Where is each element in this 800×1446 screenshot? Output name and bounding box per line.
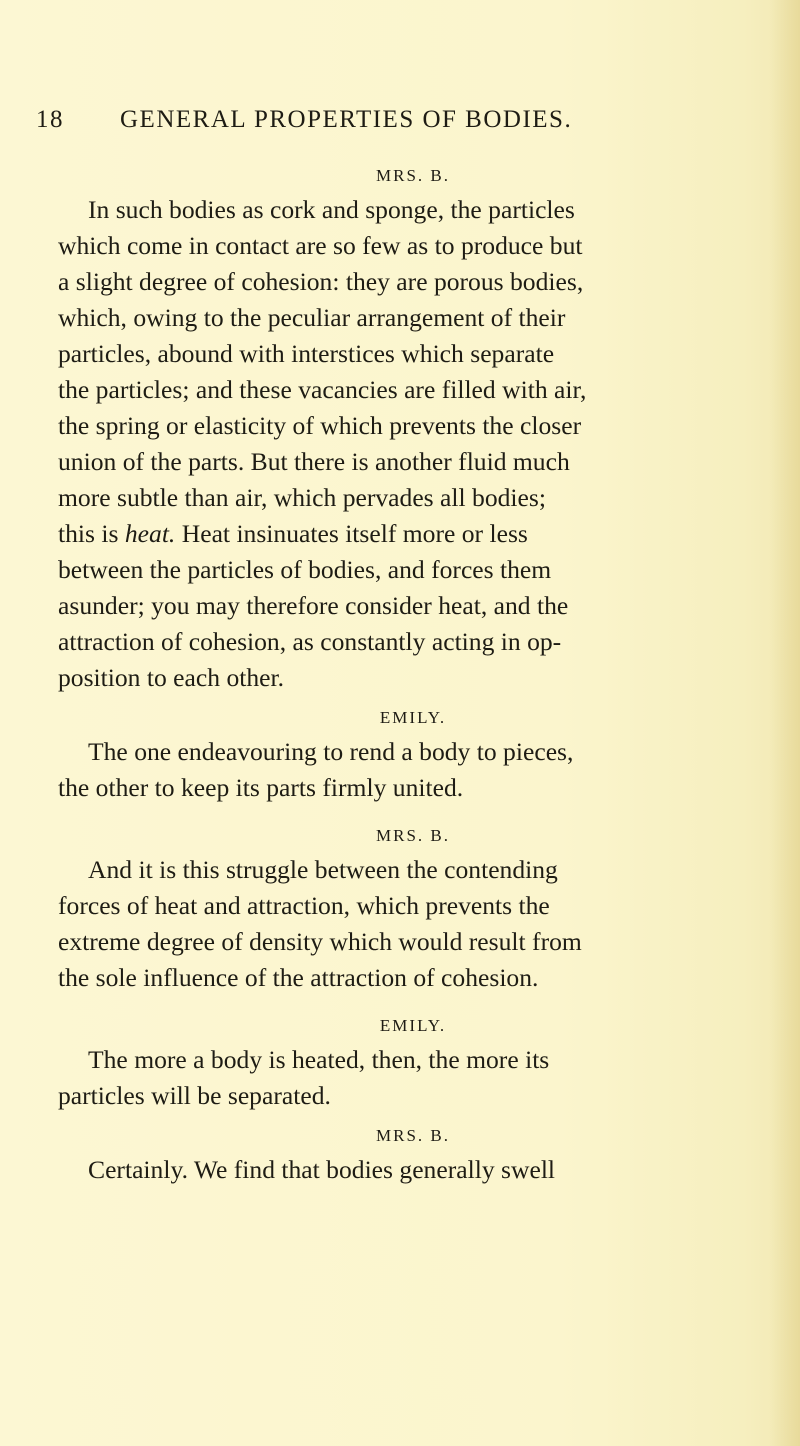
text-line: And it is this struggle between the contending bbox=[88, 855, 558, 884]
text-line: a slight degree of cohesion: they are porous bodies, bbox=[58, 267, 584, 296]
text-segment: this is bbox=[58, 519, 125, 548]
italic-word-heat: heat. bbox=[124, 519, 176, 548]
speaker-label: EMILY. bbox=[379, 708, 447, 727]
text-line: which, owing to the peculiar arrangement of their bbox=[58, 303, 566, 332]
body-text bbox=[58, 160, 758, 1188]
text-line: between the particles of bodies, and forces them bbox=[58, 555, 552, 584]
text-line: extreme degree of density which would result from bbox=[58, 927, 582, 956]
text-line: the particles; and these vacancies are filled with air, bbox=[58, 375, 587, 404]
text-line: which come in contact are so few as to produce but bbox=[58, 231, 583, 260]
text-line: In such bodies as cork and sponge, the particles bbox=[88, 195, 575, 224]
speaker-label: MRS. B. bbox=[376, 1126, 450, 1145]
text-line: attraction of cohesion, as constantly acting in op- bbox=[58, 627, 562, 656]
text-line: the sole influence of the attraction of cohesion. bbox=[58, 963, 539, 992]
speaker-label: MRS. B. bbox=[376, 166, 450, 185]
text-line: position to each other. bbox=[58, 663, 285, 692]
text-line: particles will be separated. bbox=[58, 1081, 331, 1110]
text-line: asunder; you may therefore consider heat, and the bbox=[58, 591, 569, 620]
text-line: Certainly. We find that bodies generally swell bbox=[88, 1155, 556, 1184]
text-line: The one endeavouring to rend a body to pieces, bbox=[88, 737, 574, 766]
speaker-label: MRS. B. bbox=[376, 826, 450, 845]
page-edge-shadow bbox=[770, 0, 800, 1446]
text-line: union of the parts. But there is another fluid much bbox=[58, 447, 570, 476]
speaker-label: EMILY. bbox=[379, 1016, 447, 1035]
page-header bbox=[36, 106, 736, 146]
text-line: particles, abound with interstices which separate bbox=[58, 339, 555, 368]
text-line-with-italic bbox=[58, 516, 758, 552]
text-line: The more a body is heated, then, the more its bbox=[88, 1045, 550, 1074]
text-line: the spring or elasticity of which prevents the closer bbox=[58, 411, 582, 440]
running-head: GENERAL PROPERTIES OF BODIES. bbox=[120, 106, 573, 133]
text-line: the other to keep its parts firmly united. bbox=[58, 773, 464, 802]
text-segment: Heat insinuates itself more or less bbox=[175, 519, 528, 548]
text-line: forces of heat and attraction, which prevents the bbox=[58, 891, 550, 920]
page-number: 18 bbox=[36, 106, 64, 133]
text-line: more subtle than air, which pervades all bodies; bbox=[58, 483, 546, 512]
